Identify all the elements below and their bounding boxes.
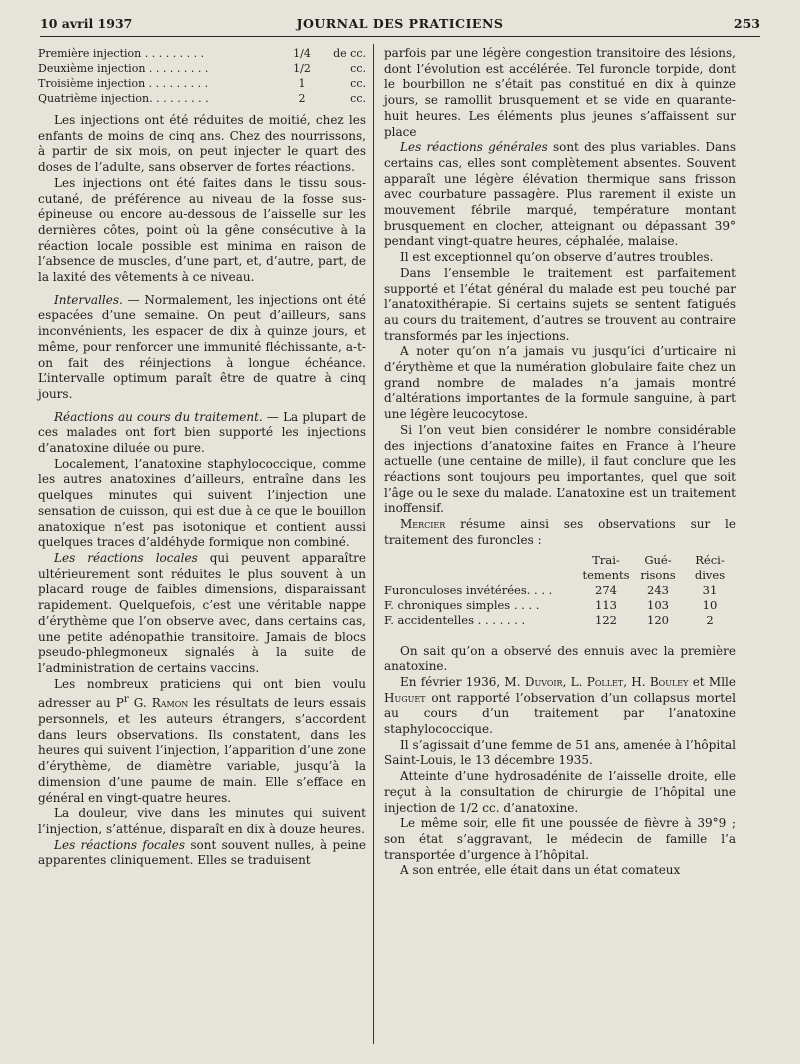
injection-unit: cc.: [350, 77, 366, 90]
page-header: [40, 14, 760, 37]
paragraph: Réactions au cours du traitement. — La plupart de ces malades ont fort bien supporté les injections d’anatoxine diluée ou pure.: [38, 409, 366, 456]
cell-value: 274: [595, 582, 617, 597]
paragraph: parfois par une légère congestion transitoire des lésions, dont l’évolution est accélérée. Tel furoncle torpide, dont le bourbillon ne s’était pas constitué en dix à quinze jours, se ramollit brusquement et se vide en quarante-huit heures. Les éléments plus jeunes s’affaissent sur place: [384, 46, 736, 139]
issue-date: 10 avril 1937: [40, 16, 133, 31]
section-heading: Les réactions locales: [54, 550, 198, 565]
paragraph: Le même soir, elle fit une poussée de fièvre à 39°9 ; son état s’aggravant, le médecin de famille l’a transportée d’urgence à l’hôpital.: [384, 816, 736, 862]
injection-amount: 1: [298, 77, 306, 90]
column-header: Réci- dives: [694, 552, 726, 582]
cell-value: 31: [702, 582, 718, 597]
injection-amount: 1/2: [293, 62, 311, 75]
author-name: Duvoir: [524, 674, 563, 689]
paragraph: Si l’on veut bien considérer le nombre considérable des injections d’anatoxine faites en France à l’heure actuelle (une centaine de mille), il faut conclure que les réactions sont toujours peu importantes, quel que soit l’âge ou le sexe du malade. L’anatoxine est un traitement inoffensif.: [384, 422, 736, 516]
paragraph: Il s’agissait d’une femme de 51 ans, amenée à l’hôpital Saint-Louis, le 13 décembre 1935.: [384, 737, 736, 768]
author-name: Mercier: [400, 517, 446, 532]
right-column: [384, 46, 736, 879]
injection-unit: cc.: [350, 92, 366, 105]
row-label: F. accidentelles . . . . . . .: [384, 612, 526, 627]
paragraph: En février 1936, M. Duvoir, L. Pollet, H. Bouley et Mlle Huguet ont rapporté l’observation d’un collapsus mortel au cours d’un traitement par l’anatoxine staphylococcique.: [384, 674, 736, 737]
column-divider: [373, 44, 374, 1044]
column-header: Gué- risons: [640, 552, 676, 582]
table-header-row: [384, 553, 736, 583]
paragraph: Localement, l’anatoxine staphylococcique, comme les autres anatoxines d’ailleurs, entraîne dans les quelques minutes qui suivent l’injection une sensation de cuisson, qui est due à ce que le bouillon anatoxique n’est pas isotonique et contient aussi quelques traces d’aldéhyde formique non combiné.: [38, 456, 366, 550]
author-name: Huguet: [384, 690, 426, 705]
row-label: F. chroniques simples . . . .: [384, 597, 540, 612]
injection-schedule: [38, 46, 366, 106]
cell-value: 103: [647, 597, 669, 612]
injection-row: [38, 46, 366, 61]
paragraph: Les nombreux praticiens qui ont bien voulu adresser au $P^r$ G. Ramon les résultats de leurs essais personnels, et les auteurs étrangers, s’accordent dans leurs observations. Ils constatent, dans les heures qui suivent l’injection, l’apparition d’une zone d’érythème, de diamètre variable, jusqu’à la dimension d’une paume de main. Elle s’efface en général en vingt-quatre heures.: [38, 676, 367, 805]
paragraph: Dans l’ensemble le traitement est parfaitement supporté et l’état général du malade est peu touché par l’anatoxithérapie. Si certains sujets se sentent fatigués au cours du traitement, d’autres se trouvent au contraire transformés par les injections.: [384, 265, 736, 343]
paragraph: Les réactions générales sont des plus variables. Dans certains cas, elles sont complètement absentes. Souvent apparaît une légère élévation thermique sans frisson avec courbature passagère. Plus rarement il existe un mouvement fébrile marqué, température montant brusquement en clocher, atteignant ou dépassant 39° pendant vingt-quatre heures, céphalée, malaise.: [384, 140, 736, 249]
paragraph: Intervalles. — Normalement, les injections ont été espacées d’une semaine. On peut d’ailleurs, sans inconvénients, les espacer de dix à quinze jours, et même, pour renforcer une immunité fléchissante, a-t-on fait des réinjections à longue échéance. L’intervalle optimum paraît être de quatre à cinq jours.: [38, 292, 366, 401]
paragraph: Les réactions locales qui peuvent apparaître ultérieurement sont réduites le plus souvent à un placard rouge de faibles dimensions, disparaissant rapidement. Quelquefois, c’est une véritable nappe d’érythème que l’on observe avec, dans certains cas, une petite adénopathie transitoire. Jamais de blocs pseudo-phlegmoneux signalés à la suite de l’administration de certains vaccins.: [38, 550, 366, 675]
paragraph: Mercier résume ainsi ses observations sur le traitement des furoncles :: [384, 517, 736, 547]
furuncle-results-table: [384, 553, 736, 628]
injection-amount: 2: [298, 92, 306, 105]
paragraph: On sait qu’on a observé des ennuis avec la première anatoxine.: [384, 643, 736, 674]
injection-label: Première injection . . . . . . . . .: [38, 47, 205, 60]
section-heading: Réactions au cours du traitement.: [54, 409, 263, 424]
cell-value: 113: [595, 597, 617, 612]
injection-label: Troisième injection . . . . . . . . .: [38, 77, 209, 90]
paragraph: Les injections ont été faites dans le tissu sous-cutané, de préférence au niveau de la fosse sus-épineuse ou encore au-dessous de l’aisselle sur les dernières côtes, point où la gêne consécutive à la réaction locale possible est minima en raison de l’absence de muscles, d’une part, et, d’autre, part, de la laxité des vêtements à ce niveau.: [38, 175, 366, 285]
paragraph: Atteinte d’une hydrosadénite de l’aisselle droite, elle reçut à la consultation de chirurgie de l’hôpital une injection de 1/2 cc. d’anatoxine.: [384, 769, 736, 815]
left-column: [38, 46, 366, 869]
author-name: Pollet: [586, 674, 624, 689]
injection-label: Deuxième injection . . . . . . . . .: [38, 62, 209, 75]
paragraph: Les injections ont été réduites de moitié, chez les enfants de moins de cinq ans. Chez des nourrissons, à partir de six mois, on peut injecter le quart des doses de l’adulte, sans observer de fortes réactions.: [38, 113, 366, 175]
table-row: [384, 583, 736, 598]
column-header: Trai- tements: [582, 552, 630, 582]
paragraph: A noter qu’on n’a jamais vu jusqu’ici d’urticaire ni d’érythème et que la numération globulaire faite chez un grand nombre de malades n’a jamais montré d’altérations importantes de la formule sanguine, à part une légère leucocytose.: [384, 344, 736, 422]
injection-row: [38, 76, 366, 91]
journal-title: JOURNAL DES PRATICIENS: [296, 16, 504, 31]
cell-value: 120: [647, 612, 669, 627]
injection-unit: cc.: [350, 62, 366, 75]
section-heading: Les réactions générales: [400, 140, 548, 155]
author-name: G. Ramon: [128, 696, 189, 711]
paragraph: La douleur, vive dans les minutes qui suivent l’injection, s’atténue, disparaît en dix à douze heures.: [38, 806, 366, 836]
injection-row: [38, 91, 366, 106]
page-number: 253: [733, 16, 760, 31]
table-row: [384, 598, 736, 613]
injection-label: Quatrième injection. . . . . . . . .: [38, 92, 209, 105]
injection-unit: de cc.: [333, 47, 366, 60]
row-label: Furonculoses invétérées. . . .: [384, 582, 553, 597]
section-heading: Intervalles.: [54, 292, 123, 307]
cell-value: 10: [702, 597, 718, 612]
paragraph: Il est exceptionnel qu’on observe d’autres troubles.: [400, 250, 714, 265]
injection-row: [38, 61, 366, 76]
cell-value: 2: [706, 612, 714, 627]
cell-value: 122: [595, 612, 617, 627]
author-name: Bouley: [649, 674, 689, 689]
section-heading: Les réactions focales: [54, 837, 186, 852]
cell-value: 243: [647, 582, 669, 597]
table-row: [384, 613, 736, 628]
injection-amount: 1/4: [293, 47, 311, 60]
paragraph: A son entrée, elle était dans un état comateux: [400, 863, 681, 878]
paragraph: Les réactions focales sont souvent nulles, à peine apparentes cliniquement. Elles se traduisent: [38, 837, 366, 868]
